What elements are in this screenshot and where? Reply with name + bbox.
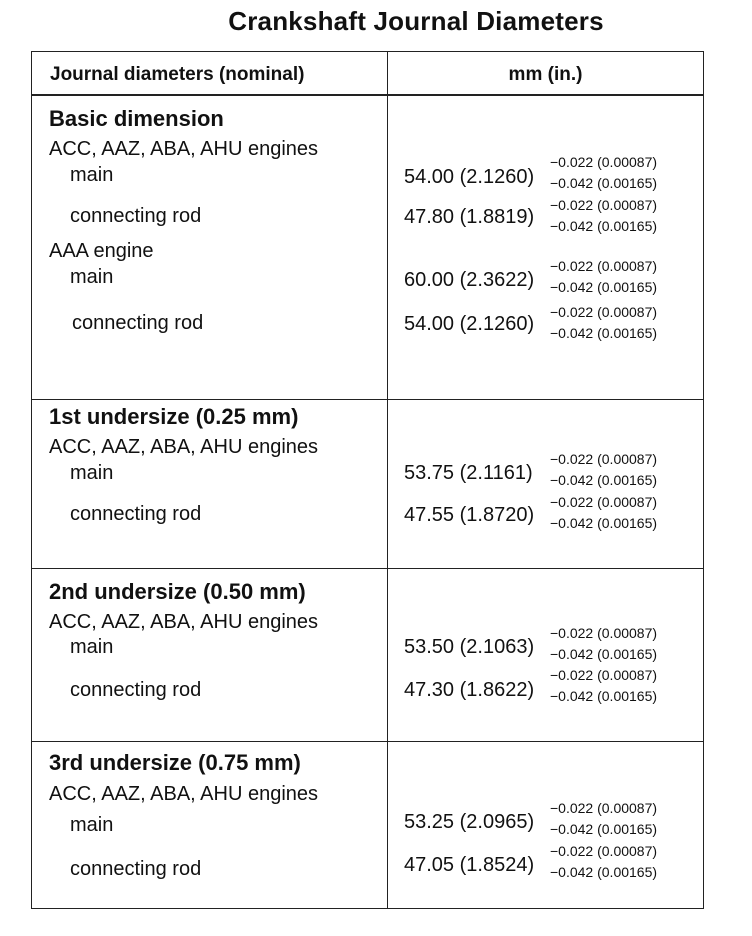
section-divider (32, 568, 703, 569)
tolerance-lower: −0.042 (0.00165) (550, 325, 658, 341)
row-value: 47.30 (1.8622) (404, 679, 535, 701)
tolerance-lower: −0.042 (0.00165) (550, 472, 658, 488)
row-value: 60.00 (2.3622) (404, 269, 535, 291)
tolerance-upper: −0.022 (0.00087) (550, 197, 658, 213)
engine-group-label: ACC, AAZ, ABA, AHU engines (49, 783, 319, 805)
tolerance-lower: −0.042 (0.00165) (550, 821, 658, 837)
row-label-main: main (70, 814, 114, 836)
row-value: 47.05 (1.8524) (404, 854, 535, 876)
engine-group-label: ACC, AAZ, ABA, AHU engines (49, 138, 319, 160)
journal-diameters-table (31, 51, 704, 909)
row-value: 54.00 (2.1260) (404, 166, 535, 188)
tolerance-upper: −0.022 (0.00087) (550, 667, 658, 683)
header-journal-diameters: Journal diameters (nominal) (50, 64, 305, 85)
tolerance-upper: −0.022 (0.00087) (550, 304, 658, 320)
tolerance-lower: −0.042 (0.00165) (550, 175, 658, 191)
section-divider (32, 741, 703, 742)
row-value: 53.50 (2.1063) (404, 636, 535, 658)
section-title-3rd-undersize: 3rd undersize (0.75 mm) (49, 750, 301, 775)
tolerance-upper: −0.022 (0.00087) (550, 258, 658, 274)
tolerance-lower: −0.042 (0.00165) (550, 218, 658, 234)
engine-group-label: ACC, AAZ, ABA, AHU engines (49, 436, 319, 458)
section-title-2nd-undersize: 2nd undersize (0.50 mm) (49, 579, 306, 604)
row-label-main: main (70, 164, 114, 186)
row-value: 47.55 (1.8720) (404, 504, 535, 526)
row-label-main: main (70, 636, 114, 658)
engine-group-label: AAA engine (49, 240, 154, 262)
tolerance-lower: −0.042 (0.00165) (550, 864, 658, 880)
row-label-connecting-rod: connecting rod (72, 312, 204, 334)
tolerance-upper: −0.022 (0.00087) (550, 154, 658, 170)
row-value: 47.80 (1.8819) (404, 206, 535, 228)
row-label-main: main (70, 266, 114, 288)
page-title: Crankshaft Journal Diameters (228, 6, 604, 36)
tolerance-upper: −0.022 (0.00087) (550, 800, 658, 816)
row-label-connecting-rod: connecting rod (70, 858, 202, 880)
section-divider (32, 399, 703, 400)
row-label-connecting-rod: connecting rod (70, 679, 202, 701)
tolerance-upper: −0.022 (0.00087) (550, 625, 658, 641)
header-divider (32, 94, 703, 96)
tolerance-lower: −0.042 (0.00165) (550, 688, 658, 704)
row-label-main: main (70, 462, 114, 484)
tolerance-lower: −0.042 (0.00165) (550, 279, 658, 295)
tolerance-lower: −0.042 (0.00165) (550, 646, 658, 662)
tolerance-upper: −0.022 (0.00087) (550, 843, 658, 859)
row-value: 54.00 (2.1260) (404, 313, 535, 335)
row-value: 53.75 (2.1161) (404, 462, 533, 484)
tolerance-lower: −0.042 (0.00165) (550, 515, 658, 531)
tolerance-upper: −0.022 (0.00087) (550, 451, 658, 467)
column-divider (387, 52, 388, 908)
section-title-basic: Basic dimension (49, 106, 224, 131)
section-title-1st-undersize: 1st undersize (0.25 mm) (49, 404, 299, 429)
row-label-connecting-rod: connecting rod (70, 205, 202, 227)
header-units: mm (in.) (508, 64, 583, 85)
tolerance-upper: −0.022 (0.00087) (550, 494, 658, 510)
engine-group-label: ACC, AAZ, ABA, AHU engines (49, 611, 319, 633)
row-label-connecting-rod: connecting rod (70, 503, 202, 525)
row-value: 53.25 (2.0965) (404, 811, 535, 833)
